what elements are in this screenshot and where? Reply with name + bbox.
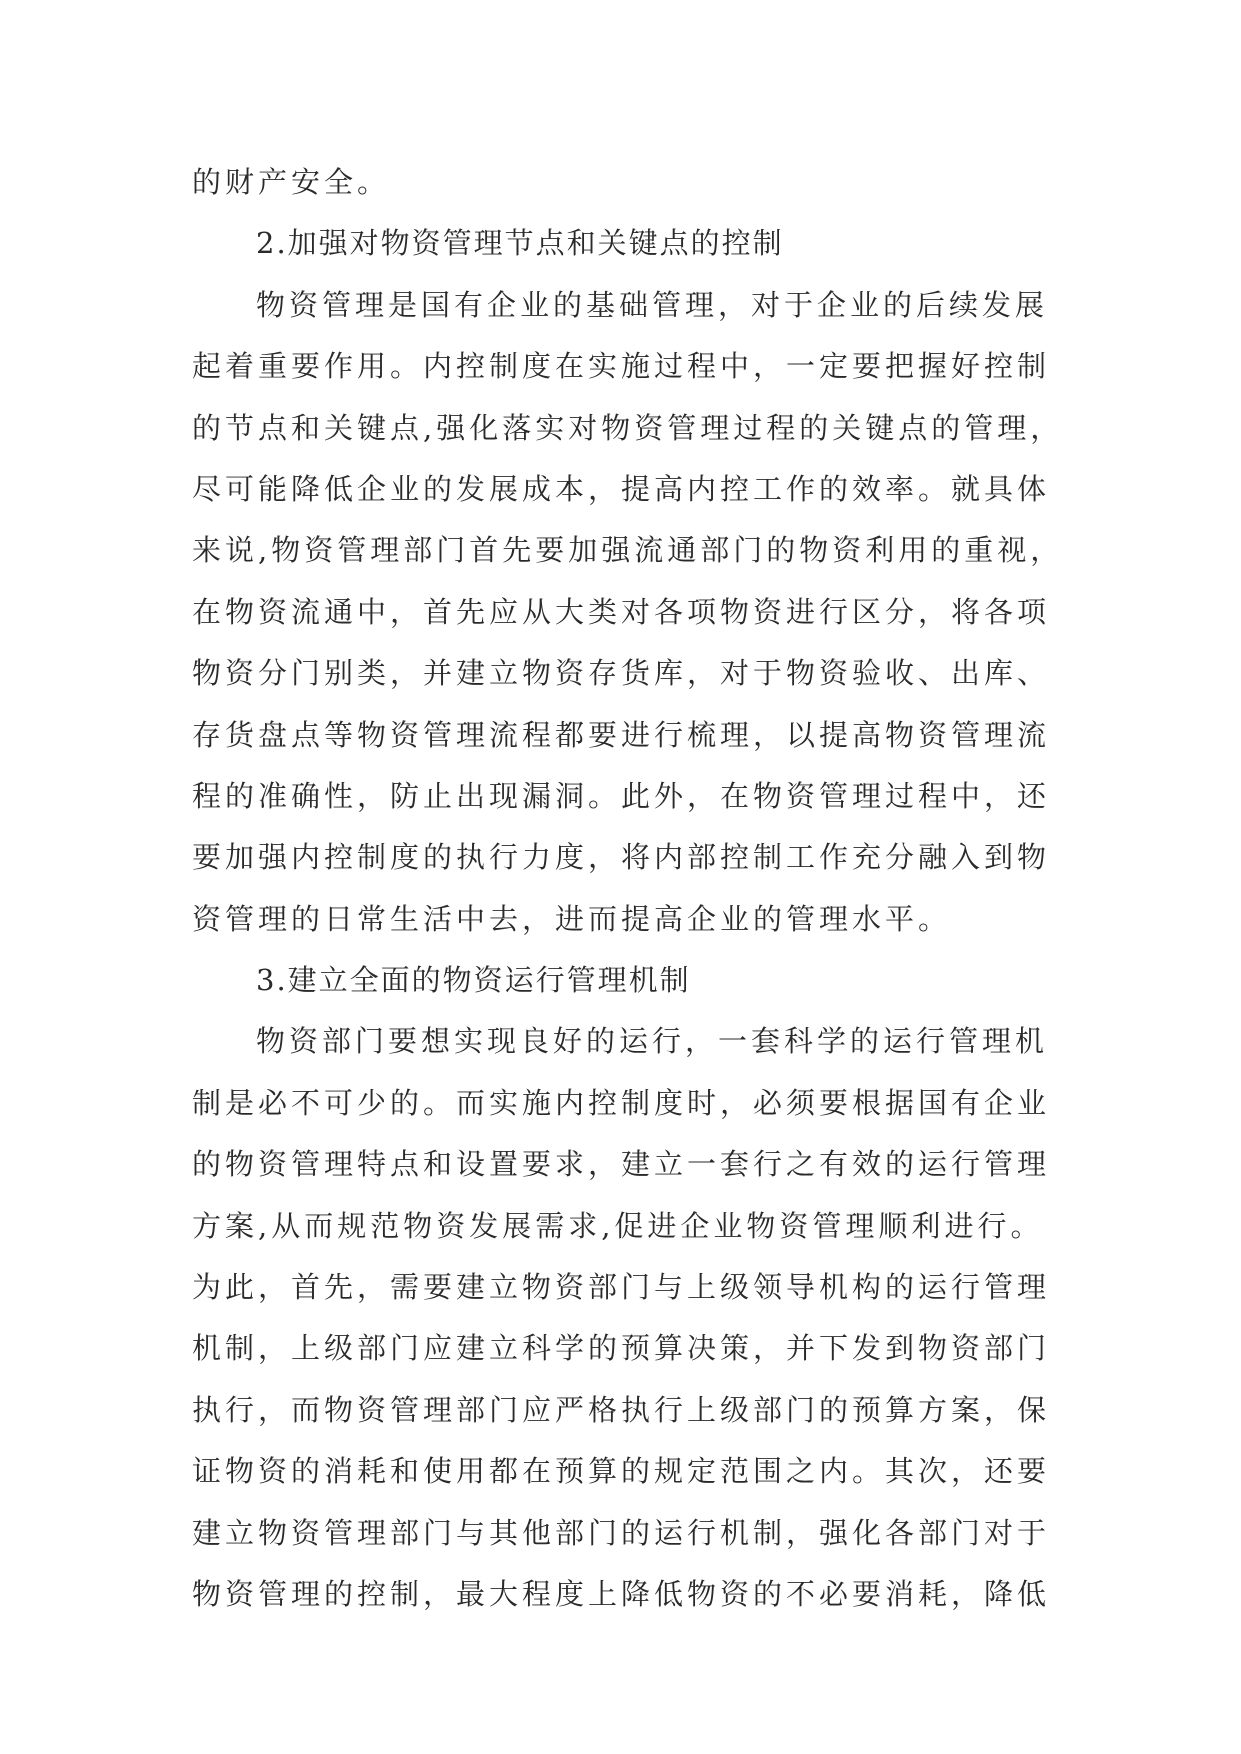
text-line: 来说,物资管理部门首先要加强流通部门的物资利用的重视，	[192, 533, 1064, 568]
text-line: 物资分门别类，并建立物资存货库，对于物资验收、出库、	[192, 656, 1051, 691]
body-text	[192, 152, 1064, 1625]
text-line: 起着重要作用。内控制度在实施过程中，一定要把握好控制	[192, 349, 1051, 384]
text-line: 机制，上级部门应建立科学的预算决策，并下发到物资部门	[192, 1331, 1051, 1366]
text-line: 尽可能降低企业的发展成本，提高内控工作的效率。就具体	[192, 471, 1051, 506]
section-heading: 2.加强对物资管理节点和关键点的控制	[256, 226, 784, 261]
text-line: 的节点和关键点,强化落实对物资管理过程的关键点的管理，	[192, 410, 1064, 445]
text-line: 方案,从而规范物资发展需求,促进企业物资管理顺利进行。	[192, 1208, 1044, 1243]
text-line: 要加强内控制度的执行力度，将内部控制工作充分融入到物	[192, 840, 1051, 875]
text-line: 资管理的日常生活中去，进而提高企业的管理水平。	[192, 901, 952, 936]
text-line: 存货盘点等物资管理流程都要进行梳理，以提高物资管理流	[192, 717, 1051, 752]
text-line: 的物资管理特点和设置要求，建立一套行之有效的运行管理	[192, 1147, 1051, 1182]
section-heading: 3.建立全面的物资运行管理机制	[256, 963, 691, 998]
text-line: 制是必不可少的。而实施内控制度时，必须要根据国有企业	[192, 1085, 1051, 1120]
paragraph-first-line: 物资部门要想实现良好的运行，一套科学的运行管理机	[256, 1024, 1049, 1059]
text-line: 程的准确性，防止出现漏洞。此外，在物资管理过程中，还	[192, 778, 1051, 813]
text-line: 执行，而物资管理部门应严格执行上级部门的预算方案，保	[192, 1392, 1051, 1427]
text-line: 证物资的消耗和使用都在预算的规定范围之内。其次，还要	[192, 1454, 1051, 1489]
paragraph-first-line: 物资管理是国有企业的基础管理，对于企业的后续发展	[256, 287, 1049, 322]
text-line: 的财产安全。	[192, 165, 391, 199]
text-line: 物资管理的控制，最大程度上降低物资的不必要消耗，降低	[192, 1576, 1051, 1611]
text-line: 在物资流通中，首先应从大类对各项物资进行区分，将各项	[192, 594, 1051, 629]
text-line: 为此，首先，需要建立物资部门与上级领导机构的运行管理	[192, 1270, 1051, 1305]
text-line: 建立物资管理部门与其他部门的运行机制，强化各部门对于	[192, 1515, 1051, 1550]
